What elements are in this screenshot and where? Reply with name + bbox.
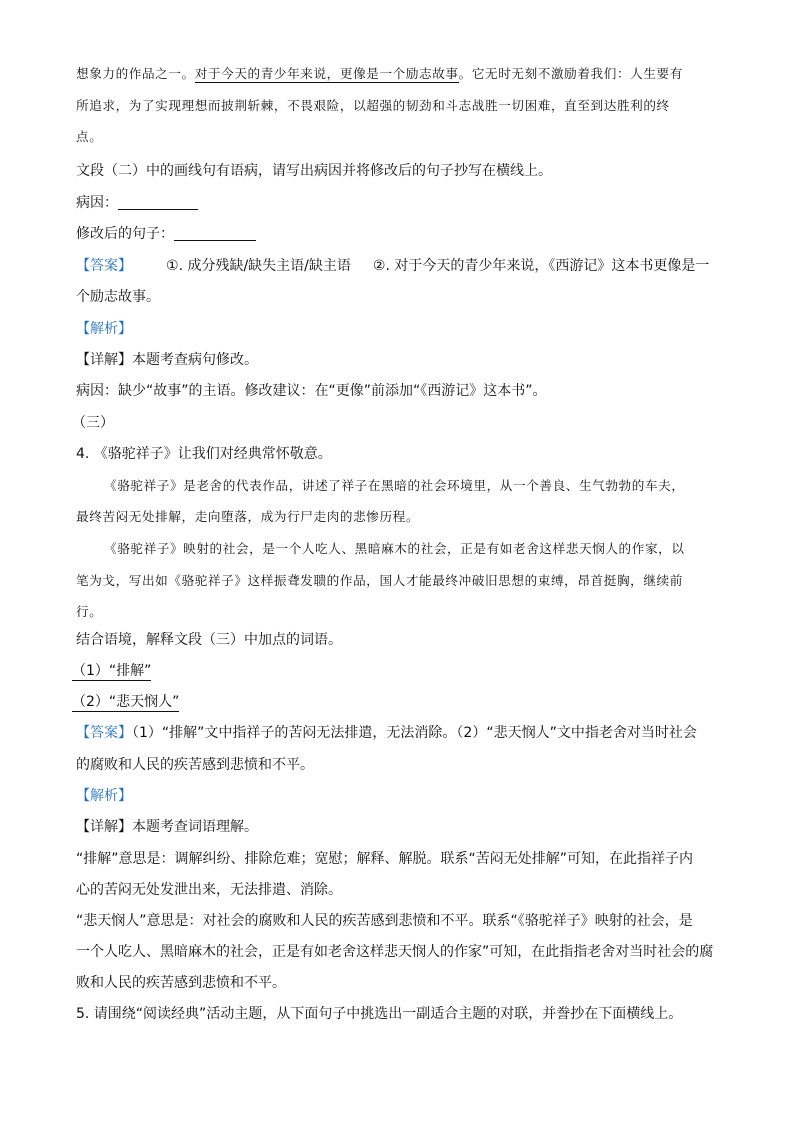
question-prompt: 5. 请围绕“阅读经典”活动主题，从下面句子中挑选出一副适合主题的对联，并誊抄在下面横线上。 [76, 1006, 683, 1022]
passage-line: 想象力的作品之一。对于今天的青少年来说，更像是一个励志故事。它无时无刻不激励着我们：人生要有 [76, 66, 683, 81]
answer-tag: 【答案】 [76, 725, 132, 741]
passage-line: 最终苦闷无处排解，走向堕落，成为行尸走肉的悲惨历程。 [76, 509, 420, 524]
answer-blank [118, 195, 198, 210]
explanation-line: 败和人民的疾苦感到悲愤和不平。 [76, 975, 286, 991]
passage-line: 点。 [76, 129, 103, 144]
section-heading: （三） [72, 415, 114, 431]
circled-number: ② [372, 258, 386, 274]
answer-blank [174, 226, 256, 241]
passage-line: 行。 [76, 604, 103, 619]
underlined-sentence: 对于今天的青少年来说，更像是一个励志故事 [194, 66, 459, 81]
analysis-tag: 【解析】 [76, 321, 132, 337]
circled-number: ① [166, 258, 179, 274]
explanation-line: 一个人吃人、黑暗麻木的社会，正是有如老舍这样悲天悯人的作家”可知，在此指指老舍对当时社会的腐 [76, 944, 714, 960]
detail-line: 病因：缺少“故事”的主语。修改建议：在“更像”前添加“《西游记》这本书”。 [76, 383, 547, 399]
passage-line: 笔为戈，写出如《骆驼祥子》这样振聋发聩的作品，国人才能最终冲破旧思想的束缚，昂首挺胸，继续前 [76, 573, 683, 588]
detail-tag: 【详解】 [76, 352, 132, 368]
reason-line: 病因： [76, 193, 198, 213]
passage-line: 《骆驼祥子》映射的社会，是一个人吃人、黑暗麻木的社会，正是有如老舍这样悲天悯人的作家，以 [104, 541, 685, 556]
sub-item: （1）“排解” [72, 663, 152, 679]
explanation-line: 心的苦闷无处发泄出来，无法排遣、消除。 [76, 882, 342, 898]
detail-line: 【详解】本题考查词语理解。 [76, 819, 258, 835]
answer-line: 【答案】 ①. 成分残缺/缺失主语/缺主语 ②. 对于今天的青少年来说，《西游记》这本书更像是一 [76, 258, 710, 274]
detail-tag: 【详解】 [76, 819, 132, 835]
sub-item: （2）“悲天悯人” [72, 694, 180, 710]
question-title: 4. 《骆驼祥子》让我们对经典常怀敬意。 [76, 446, 332, 462]
answer-line: 个励志故事。 [76, 289, 160, 305]
answer-tag: 【答案】 [76, 258, 132, 274]
answer-line: 【答案】（1）“排解”文中指祥子的苦闷无法排遣，无法消除。（2）“悲天悯人”文中指老舍对当时社会 [76, 725, 697, 741]
revised-line: 修改后的句子： [76, 224, 256, 244]
answer-line: 的腐败和人民的疾苦感到悲愤和不平。 [76, 757, 314, 773]
explanation-line: “排解”意思是：调解纠纷、排除危难；宽慰；解释、解脱。联系“苦闷无处排解”可知，在此指祥子内 [76, 851, 694, 867]
explanation-line: “悲天悯人”意思是：对社会的腐败和人民的疾苦感到悲愤和不平。联系“《骆驼祥子》映射的社会，是 [76, 913, 693, 929]
passage-line: 所追求，为了实现理想而披荆斩棘，不畏艰险，以超强的韧劲和斗志战胜一切困难，直至到达胜利的终 [76, 98, 670, 113]
question-prompt: 结合语境，解释文段（三）中加点的词语。 [76, 632, 342, 648]
question-prompt: 文段（二）中的画线句有语病，请写出病因并将修改后的句子抄写在横线上。 [76, 163, 552, 179]
detail-line: 【详解】本题考查病句修改。 [76, 352, 258, 368]
passage-line: 《骆驼祥子》是老舍的代表作品，讲述了祥子在黑暗的社会环境里，从一个善良、生气勃勃的车夫， [104, 478, 685, 493]
analysis-tag: 【解析】 [76, 788, 132, 804]
